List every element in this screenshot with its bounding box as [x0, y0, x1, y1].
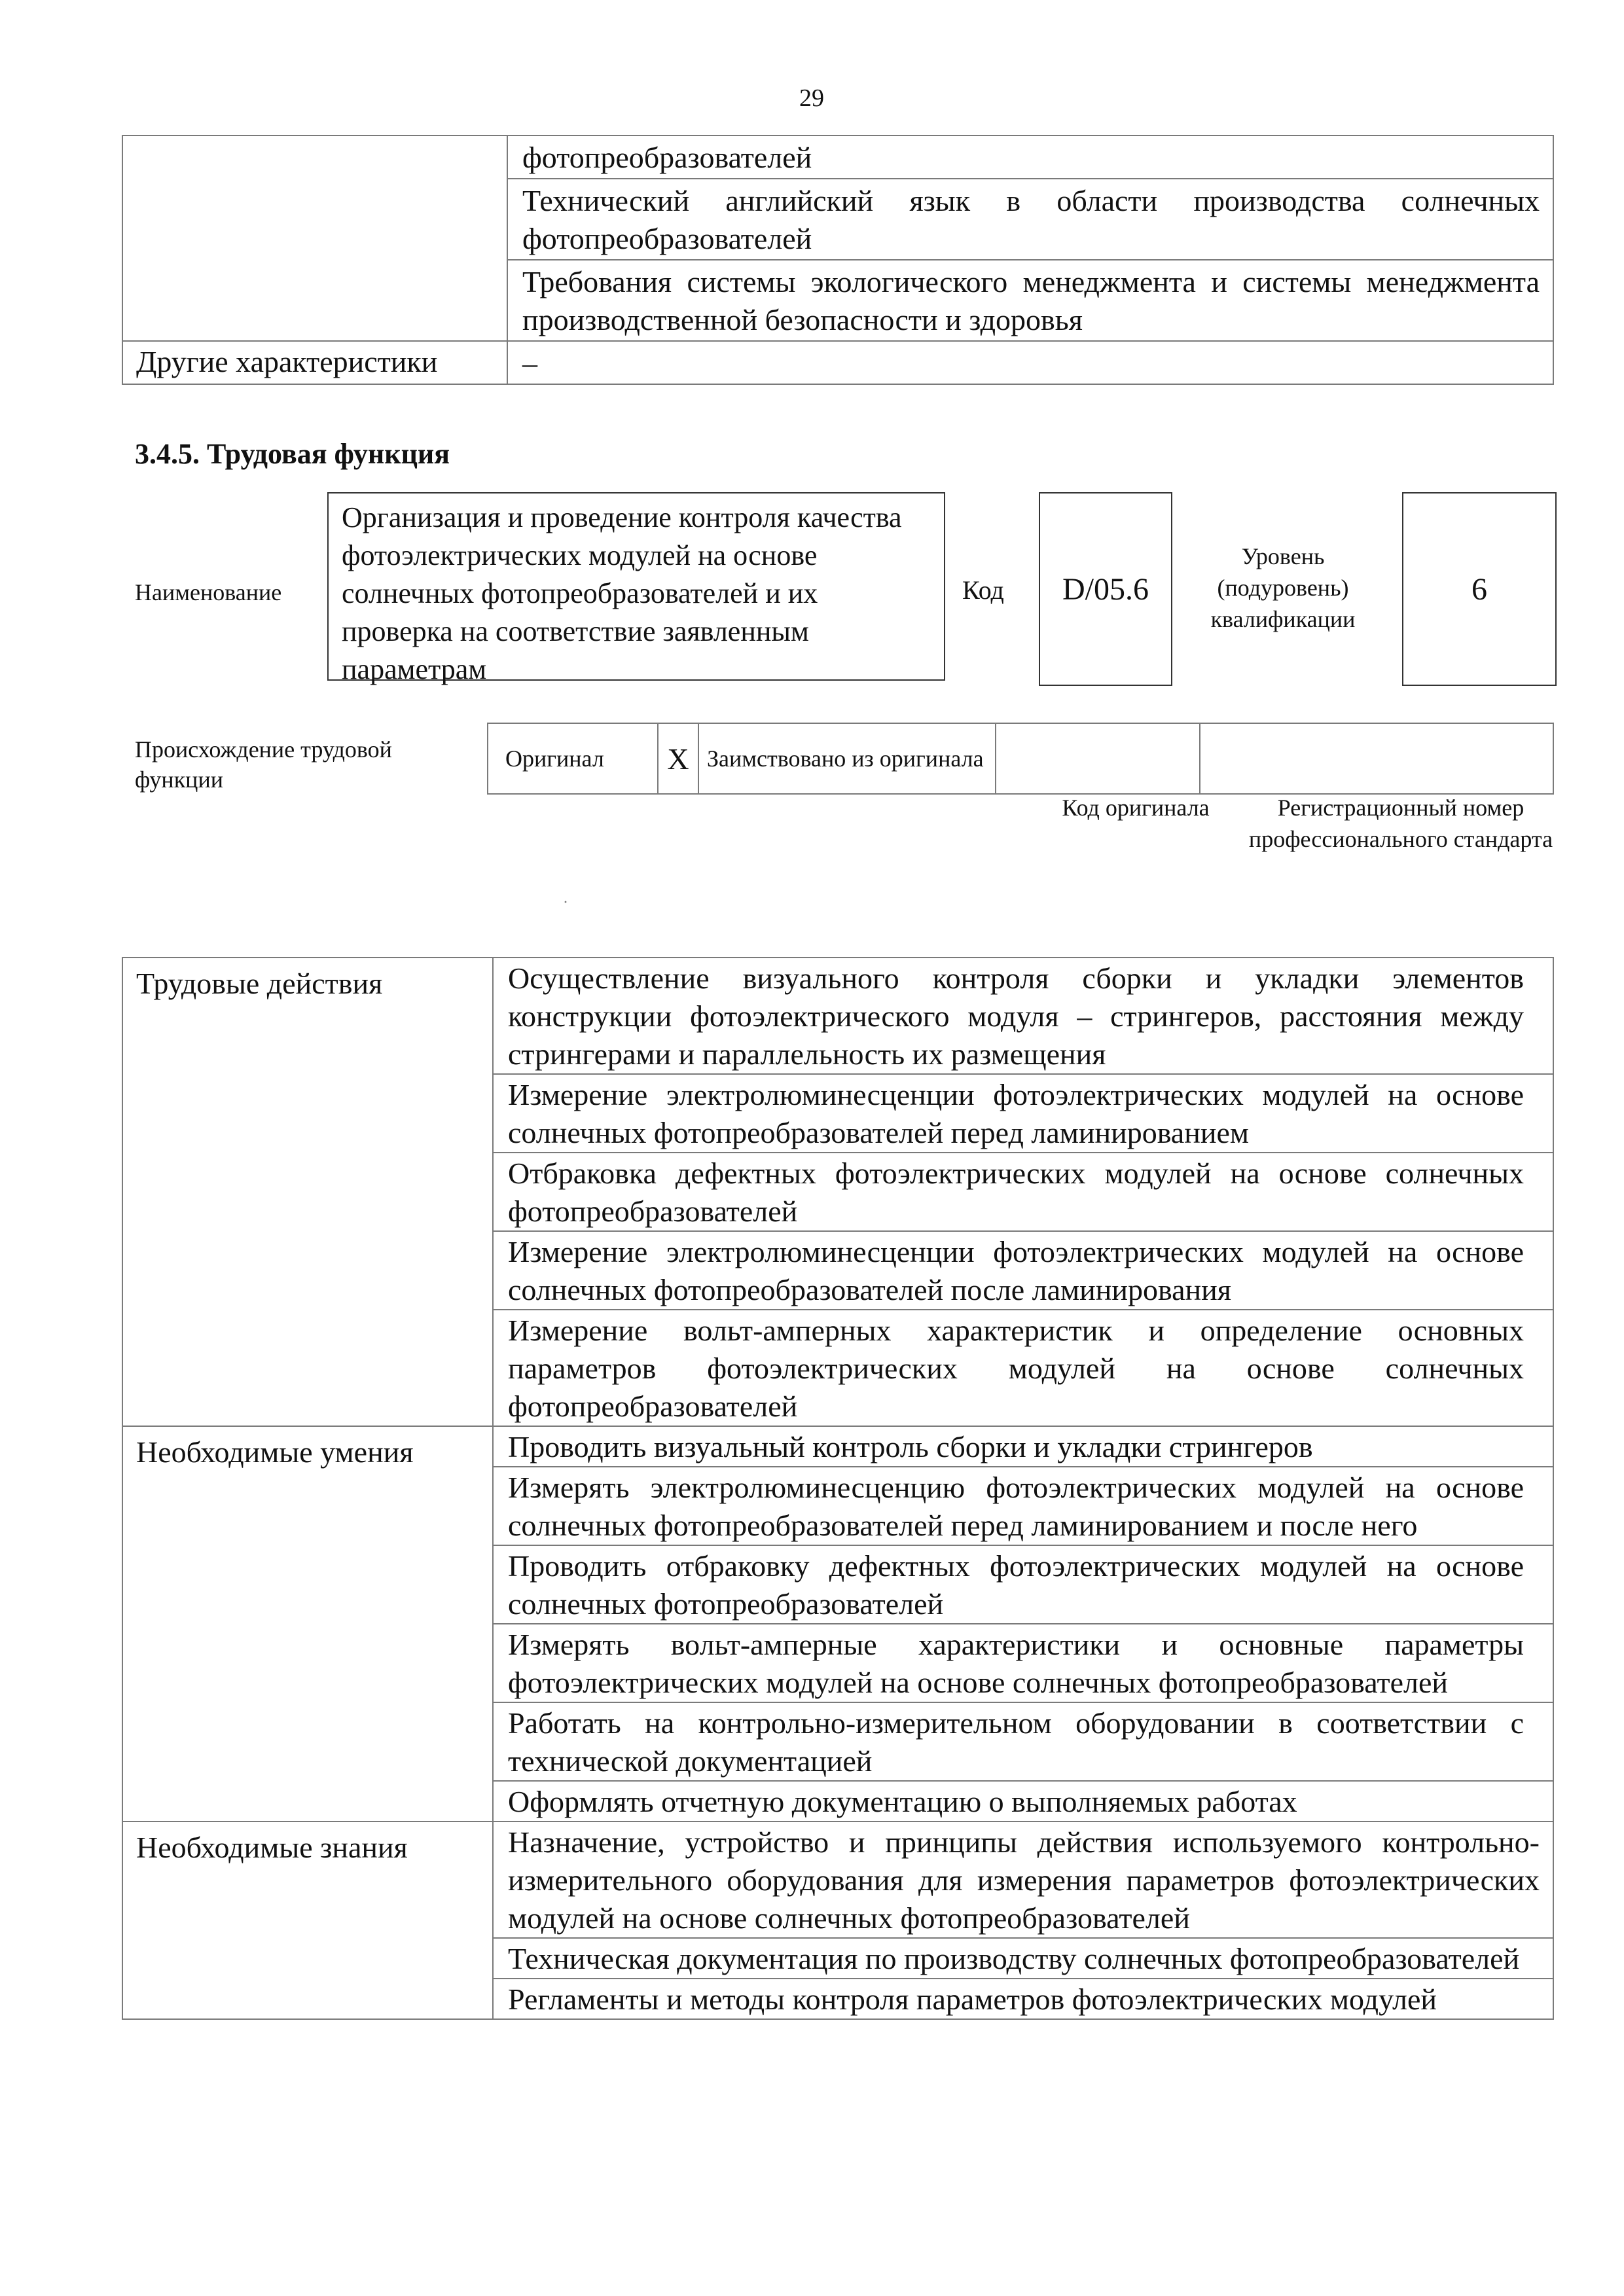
qualification-level-value: 6 — [1471, 571, 1487, 607]
original-mark: X — [658, 723, 698, 794]
registration-number-caption: Регистрационный номер профессионального стандарта — [1248, 795, 1553, 852]
continuation-table — [122, 135, 1554, 385]
knowledge-label: Необходимые знания — [122, 1821, 493, 2019]
table-row — [488, 723, 1553, 794]
labor-action-item: Измерение вольт-амперных характеристик и определение основных параметров фотоэлектрических модулей на основе солнечных фотопреобразователей — [493, 1310, 1553, 1426]
table-row — [122, 958, 1553, 1074]
function-name-box: Организация и проведение контроля качества фотоэлектрических модулей на основе солнечных фотопреобразователей и их проверка на соответствие заявленным параметрам — [327, 492, 945, 681]
name-label: Наименование — [135, 579, 282, 605]
qualification-level-box — [1402, 492, 1557, 686]
knowledge-item: Техническая документация по производству солнечных фотопреобразователей — [493, 1938, 1553, 1979]
other-characteristics-value: – — [507, 341, 1553, 384]
qualification-level-label: Уровень (подуровень) квалификации — [1210, 543, 1356, 632]
labor-action-item: Измерение электролюминесценции фотоэлектрических модулей на основе солнечных фотопреобразователей перед ламинированием — [493, 1074, 1553, 1153]
skill-item: Оформлять отчетную документацию о выполняемых работах — [493, 1781, 1553, 1821]
knowledge-item: Назначение, устройство и принципы действия используемого контрольно-измерительного оборудования для измерения параметров фотоэлектрических модулей на основе солнечных фотопреобразователей — [493, 1821, 1553, 1938]
labor-action-item: Осуществление визуального контроля сборки и укладки элементов конструкции фотоэлектрического модуля – стрингеров, расстояния между стрингерами и параллельность их размещения — [493, 958, 1553, 1074]
registration-number-cell — [1200, 723, 1553, 794]
function-code-value: D/05.6 — [1062, 571, 1149, 607]
original-label: Оригинал — [488, 723, 658, 794]
labor-action-item: Измерение электролюминесценции фотоэлектрических модулей на основе солнечных фотопреобразователей после ламинирования — [493, 1231, 1553, 1310]
borrowed-label: Заимствовано из оригинала — [698, 723, 996, 794]
table-row — [122, 1821, 1553, 1938]
labor-function-table — [122, 957, 1554, 2020]
code-label: Код — [962, 575, 1004, 605]
skill-item: Проводить отбраковку дефектных фотоэлектрических модулей на основе солнечных фотопреобразователей — [493, 1545, 1553, 1624]
page-number: 29 — [799, 84, 824, 112]
skill-item: Проводить визуальный контроль сборки и укладки стрингеров — [493, 1426, 1553, 1467]
original-code-cell — [996, 723, 1200, 794]
original-code-caption: Код оригинала — [1062, 795, 1210, 821]
scan-dot: · — [563, 894, 568, 911]
labor-actions-label: Трудовые действия — [122, 958, 493, 1426]
table-row — [122, 341, 1553, 384]
skill-item: Измерять вольт-амперные характеристики и основные параметры фотоэлектрических модулей на основе солнечных фотопреобразователей — [493, 1624, 1553, 1702]
origin-table — [487, 723, 1554, 795]
knowledge-item: Технический английский язык в области производства солнечных фотопреобразователей — [507, 179, 1553, 260]
knowledge-item: Требования системы экологического менеджмента и системы менеджмента производственной безопасности и здоровья — [507, 260, 1553, 341]
other-characteristics-label: Другие характеристики — [122, 341, 507, 384]
section-title: 3.4.5. Трудовая функция — [135, 438, 450, 470]
knowledge-item: Регламенты и методы контроля параметров фотоэлектрических модулей — [493, 1979, 1553, 2019]
skill-item: Работать на контрольно-измерительном оборудовании в соответствии с технической документацией — [493, 1702, 1553, 1781]
skill-item: Измерять электролюминесценцию фотоэлектрических модулей на основе солнечных фотопреобразователей перед ламинированием и после него — [493, 1467, 1553, 1545]
function-code-box — [1039, 492, 1172, 686]
skills-label: Необходимые умения — [122, 1426, 493, 1821]
origin-label: Происхождение трудовой функции — [135, 736, 392, 793]
table-row — [122, 1426, 1553, 1467]
empty-label-cell — [122, 135, 507, 341]
table-row — [122, 135, 1553, 179]
knowledge-item: фотопреобразователей — [507, 135, 1553, 179]
labor-action-item: Отбраковка дефектных фотоэлектрических модулей на основе солнечных фотопреобразователей — [493, 1153, 1553, 1231]
